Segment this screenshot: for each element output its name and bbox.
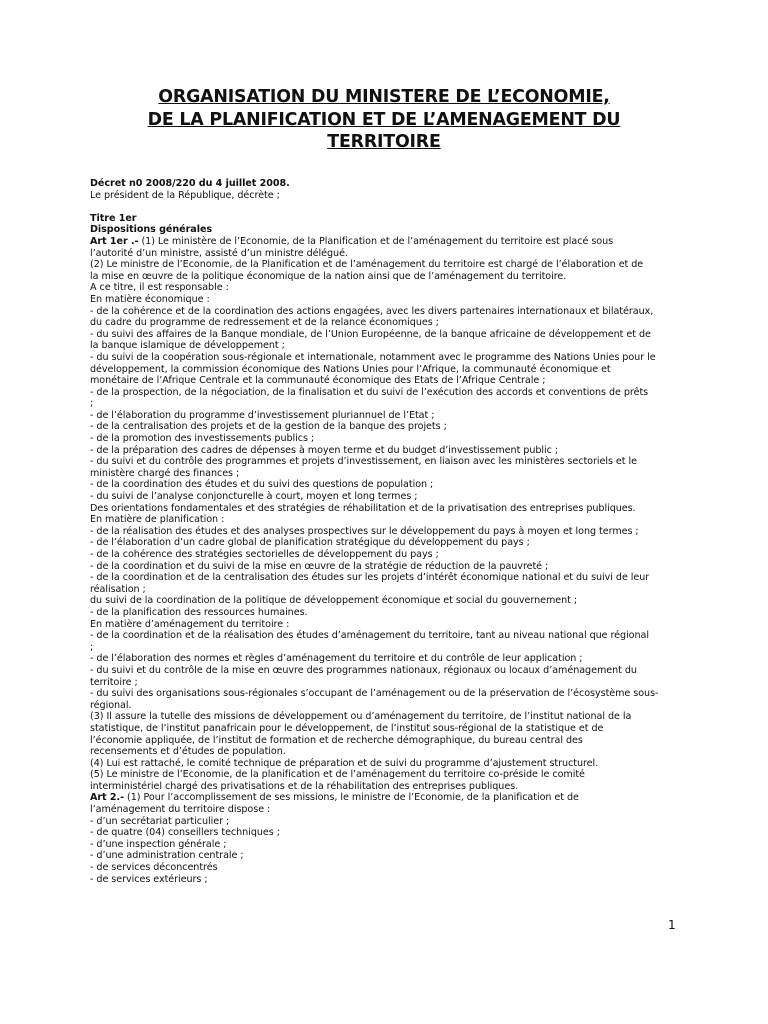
- document-title: [0, 86, 768, 154]
- paragraph-line: régional.: [90, 699, 132, 711]
- article-2: [90, 792, 680, 885]
- paragraph-line: ministère chargé des finances ;: [90, 467, 240, 479]
- paragraph-line: du suivi de la coordination de la politique de développement économique et social du gouvernement ;: [90, 595, 578, 607]
- list-item: - d’un secrétariat particulier ;: [90, 815, 230, 827]
- title-line-2: DE LA PLANIFICATION ET DE L’AMENAGEMENT DU: [147, 109, 621, 130]
- paragraph-line: - de l’élaboration des normes et règles d’aménagement du territoire et du contrôle de leur application ;: [90, 653, 583, 665]
- paragraph-line: - de la cohérence et de la coordination des actions engagées, avec les divers partenaires internationaux et bilatéraux,: [90, 305, 654, 317]
- paragraph-line: Art 1er .- (1) Le ministère de l’Economie, de la Planification et de l’aménagement du territoire est placé sous: [90, 235, 614, 247]
- paragraph-line: recensements et d’études de population.: [90, 746, 286, 758]
- list-item: - de quatre (04) conseillers techniques ;: [90, 827, 280, 839]
- article-1: [90, 236, 680, 793]
- paragraph-line: l’économie appliquée, de l’institut de formation et de recherche démographique, du bureau central des: [90, 734, 583, 746]
- paragraph-line: l’autorité d’un ministre, assisté d’un ministre délégué.: [90, 247, 348, 259]
- paragraph-line: - de la coordination et de la réalisation des études d’aménagement du territoire, tant au niveau national que régional: [90, 630, 649, 642]
- paragraph-line: Des orientations fondamentales et des stratégies de réhabilitation et de la privatisation des entreprises publiques.: [90, 502, 636, 514]
- article-label: Art 1er .-: [90, 235, 139, 247]
- paragraph-line: (4) Lui est rattaché, le comité technique de préparation et de suivi du programme d’ajustement structurel.: [90, 757, 599, 769]
- decree-line: Le président de la République, décrète ;: [90, 189, 280, 201]
- paragraph-line: du cadre du programme de redressement et de la relance économiques ;: [90, 317, 439, 329]
- paragraph-line: monétaire de l’Afrique Centrale et la communauté économique des Etats de l’Afrique Centrale ;: [90, 375, 546, 387]
- paragraph-line: - du suivi et du contrôle des programmes et projets d’investissement, en liaison avec les ministères sectoriels et le: [90, 456, 637, 468]
- paragraph-line: - de la cohérence des stratégies sectorielles de développement du pays ;: [90, 549, 439, 560]
- paragraph-line: - du suivi et du contrôle de la mise en œuvre des programmes nationaux, régionaux ou locaux d’aménagement du: [90, 664, 637, 676]
- paragraph-line: - du suivi de l’analyse conjoncturelle à court, moyen et long termes ;: [90, 491, 418, 503]
- paragraph-line: (2) Le ministre de l’Economie, de la Planification et de l’aménagement du territoire est chargé de l’élaboration et de: [90, 259, 644, 271]
- paragraph-line: - de la promotion des investissements publics ;: [90, 433, 315, 445]
- paragraph-line: (5) Le ministre de l’Economie, de la planification et de l’aménagement du territoire co-préside le comité: [90, 769, 585, 781]
- section-heading: Dispositions générales: [90, 224, 213, 236]
- paragraph-line: ;: [90, 398, 94, 410]
- list-item: - de services déconcentrés: [90, 862, 218, 874]
- paragraph-line: - du suivi des organisations sous-régionales s’occupant de l’aménagement ou de la préservation de l’écosystème sous-: [90, 688, 659, 700]
- document-body: [90, 178, 680, 885]
- paragraph-line: En matière d’aménagement du territoire :: [90, 618, 290, 630]
- paragraph-line: réalisation ;: [90, 583, 146, 595]
- paragraph-line: - de la coordination et du suivi de la mise en œuvre de la stratégie de réduction de la pauvreté ;: [90, 560, 549, 572]
- paragraph-line: l’aménagement du territoire dispose :: [90, 804, 271, 816]
- paragraph-line: - de la réalisation des études et des analyses prospectives sur le développement du pays à moyen et long termes ;: [90, 525, 639, 537]
- paragraph-line: - de l’élaboration d’un cadre global de planification stratégique du développement du pays ;: [90, 537, 530, 549]
- paragraph-line: - du suivi de la coopération sous-régionale et internationale, notamment avec le programme des Nations Unies pour le: [90, 351, 656, 363]
- paragraph-line: développement, la commission économique des Nations Unies pour l’Afrique, la communauté économique et: [90, 363, 611, 375]
- paragraph-line: En matière de planification :: [90, 514, 225, 526]
- paragraph-line: - de la préparation des cadres de dépenses à moyen terme et du budget d’investissement public ;: [90, 444, 559, 456]
- titre-label: Titre 1er: [90, 212, 137, 224]
- paragraph-line: - de la planification des ressources humaines.: [90, 606, 308, 618]
- list-item: - d’une administration centrale ;: [90, 850, 244, 862]
- paragraph-line: - de la coordination et de la centralisation des études sur les projets d’intérêt économique national et du suivi de leur: [90, 572, 650, 584]
- paragraph-line: A ce titre, il est responsable :: [90, 282, 229, 294]
- list-item: - d’une inspection générale ;: [90, 838, 227, 850]
- paragraph-line: ;: [90, 641, 94, 653]
- page-number: 1: [668, 918, 676, 932]
- spacer: [90, 201, 680, 213]
- title-line-3: TERRITOIRE: [327, 132, 441, 152]
- list-item: - de services extérieurs ;: [90, 873, 208, 885]
- paragraph-line: Art 2.- (1) Pour l’accomplissement de ses missions, le ministre de l’Economie, de la planification et de: [90, 792, 579, 804]
- paragraph-line: territoire ;: [90, 676, 138, 688]
- paragraph-line: - de l’élaboration du programme d’investissement pluriannuel de l’Etat ;: [90, 409, 435, 421]
- paragraph-line: - de la coordination des études et du suivi des questions de population ;: [90, 479, 434, 491]
- title-line-1: ORGANISATION DU MINISTERE DE L’ECONOMIE,: [158, 87, 610, 107]
- paragraph-line: En matière économique :: [90, 293, 210, 305]
- paragraph-line: (3) Il assure la tutelle des missions de développement ou d’aménagement du territoire, de l’institut national de la: [90, 711, 632, 723]
- paragraph-line: la banque islamique de développement ;: [90, 340, 285, 352]
- paragraph-line: - de la prospection, de la négociation, de la finalisation et du suivi de l’exécution des accords et conventions de prêts: [90, 386, 649, 398]
- paragraph-line: - du suivi des affaires de la Banque mondiale, de l’Union Européenne, de la banque africaine de développement et de: [90, 328, 651, 340]
- article-label: Art 2.-: [90, 792, 125, 804]
- paragraph-line: interministériel chargé des privatisations et de la réhabilitation des entreprises publiques.: [90, 780, 519, 792]
- paragraph-line: - de la centralisation des projets et de la gestion de la banque des projets ;: [90, 421, 447, 433]
- decree-heading: Décret n0 2008/220 du 4 juillet 2008.: [90, 178, 290, 189]
- paragraph-line: la mise en œuvre de la politique économique de la nation ainsi que de l’aménagement du territoire.: [90, 270, 567, 282]
- paragraph-line: statistique, de l’institut panafricain pour le développement, de l’institut sous-régional de la statistique et de: [90, 722, 604, 734]
